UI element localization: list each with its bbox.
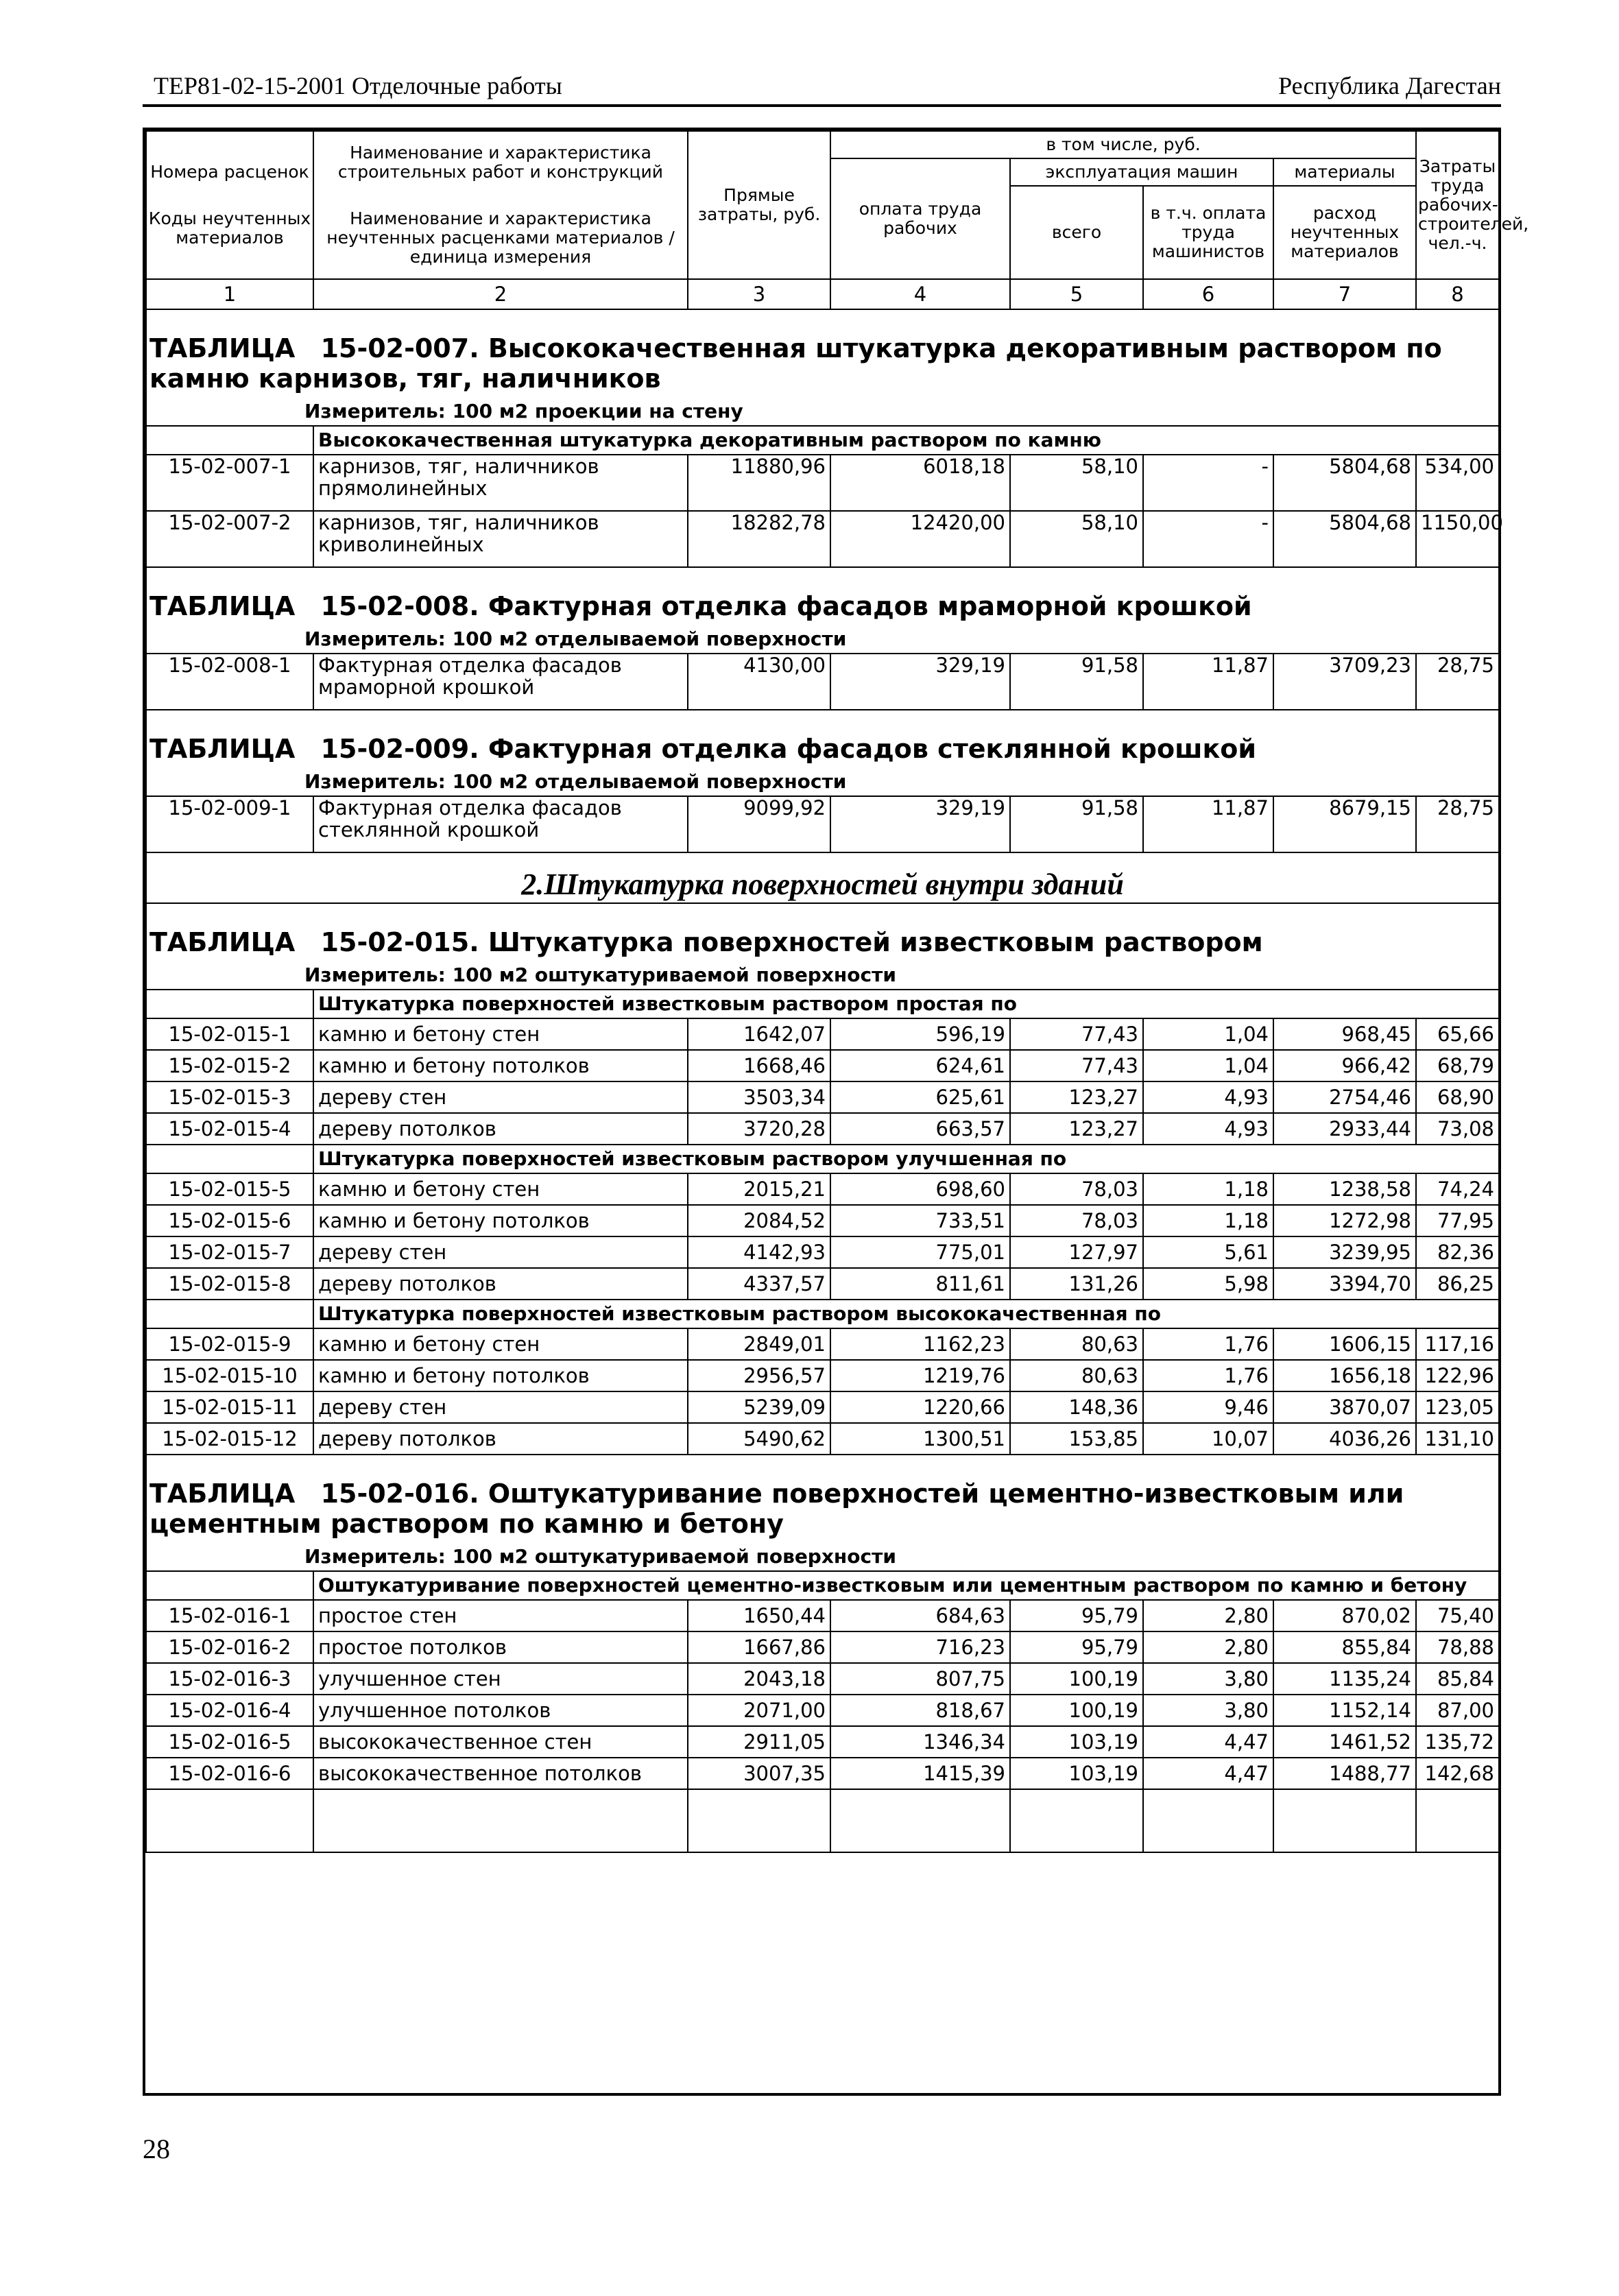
- machinist-pay: 11,87: [1143, 654, 1273, 710]
- col4-head: оплата труда рабочих: [830, 158, 1010, 279]
- price-table: [145, 130, 1529, 1853]
- col-number: 3: [688, 279, 830, 309]
- materials-cost: 1656,18: [1273, 1360, 1416, 1391]
- materials-cost: 5804,68: [1273, 511, 1416, 567]
- labor-pay: 596,19: [830, 1018, 1010, 1050]
- work-name: дереву потолков: [313, 1113, 688, 1145]
- materials-cost: 2933,44: [1273, 1113, 1416, 1145]
- empty-cell: [1273, 1789, 1416, 1852]
- table-number: 15-02-015.: [320, 927, 479, 957]
- machine-total: 127,97: [1010, 1236, 1143, 1268]
- labor-pay: 329,19: [830, 654, 1010, 710]
- empty-cell: [830, 1789, 1010, 1852]
- work-name: улучшенное стен: [313, 1663, 688, 1695]
- machine-total: 100,19: [1010, 1663, 1143, 1695]
- labor-pay: 1220,66: [830, 1391, 1010, 1423]
- direct-cost: 18282,78: [688, 511, 830, 567]
- machinist-pay: 2,80: [1143, 1631, 1273, 1663]
- labor-hours: 28,75: [1416, 796, 1499, 852]
- table-row: [146, 1050, 1499, 1081]
- col8-head: Затраты труда рабочих-строителей, чел.-ч.: [1416, 131, 1499, 279]
- measure-text: Измеритель: 100 м2 оштукатуриваемой поверхности: [146, 961, 1499, 990]
- col5-head: всего: [1010, 186, 1143, 279]
- labor-hours: 77,95: [1416, 1205, 1499, 1236]
- labor-hours: 135,72: [1416, 1726, 1499, 1758]
- table-row: [146, 1268, 1499, 1300]
- machine-total: 131,26: [1010, 1268, 1143, 1300]
- empty-cell: [313, 1789, 688, 1852]
- labor-hours: 68,90: [1416, 1081, 1499, 1113]
- work-name: камню и бетону потолков: [313, 1205, 688, 1236]
- table-number: 15-02-009.: [320, 734, 479, 764]
- rate-code: 15-02-015-6: [146, 1205, 313, 1236]
- rate-code: 15-02-007-2: [146, 511, 313, 567]
- machine-total: 123,27: [1010, 1113, 1143, 1145]
- labor-pay: 624,61: [830, 1050, 1010, 1081]
- page-number: 28: [143, 2133, 170, 2164]
- table-title-text: Высококачественная штукатурка декоративным раствором по камню карнизов, тяг, наличников: [149, 333, 1442, 394]
- subheader-row: [146, 1145, 1499, 1173]
- labor-pay: 807,75: [830, 1663, 1010, 1695]
- table-row: [146, 511, 1499, 567]
- machine-total: 148,36: [1010, 1391, 1143, 1423]
- page-header: [143, 69, 1501, 107]
- labor-pay: 663,57: [830, 1113, 1010, 1145]
- machine-total: 100,19: [1010, 1695, 1143, 1726]
- incl-head: в том числе, руб.: [830, 131, 1416, 158]
- labor-hours: 86,25: [1416, 1268, 1499, 1300]
- column-number-row: [146, 279, 1499, 309]
- direct-cost: 2043,18: [688, 1663, 830, 1695]
- work-name: дереву потолков: [313, 1423, 688, 1455]
- col6-head: в т.ч. оплата труда машинистов: [1143, 186, 1273, 279]
- empty-row: [146, 1789, 1499, 1852]
- machine-total: 91,58: [1010, 796, 1143, 852]
- col2-head-a: Наименование и характеристика строительных работ и конструкций: [337, 143, 664, 182]
- machinist-pay: 4,93: [1143, 1081, 1273, 1113]
- machine-total: 78,03: [1010, 1205, 1143, 1236]
- machine-total: 58,10: [1010, 511, 1143, 567]
- materials-cost: 3870,07: [1273, 1391, 1416, 1423]
- empty-cell: [146, 1789, 313, 1852]
- materials-cost: 855,84: [1273, 1631, 1416, 1663]
- labor-pay: 684,63: [830, 1600, 1010, 1631]
- direct-cost: 4337,57: [688, 1268, 830, 1300]
- labor-hours: 73,08: [1416, 1113, 1499, 1145]
- machine-total: 77,43: [1010, 1050, 1143, 1081]
- work-name: простое стен: [313, 1600, 688, 1631]
- empty-cell: [1010, 1789, 1143, 1852]
- table-row: [146, 1173, 1499, 1205]
- direct-cost: 3503,34: [688, 1081, 830, 1113]
- labor-hours: 534,00: [1416, 455, 1499, 511]
- table-row: [146, 1600, 1499, 1631]
- rate-code: 15-02-015-10: [146, 1360, 313, 1391]
- table-row: [146, 1018, 1499, 1050]
- rate-code: 15-02-016-5: [146, 1726, 313, 1758]
- table-title-text: Оштукатуривание поверхностей цементно-известковым или цементным раствором по камню и бетону: [149, 1479, 1404, 1539]
- rate-code: 15-02-009-1: [146, 796, 313, 852]
- materials-cost: 8679,15: [1273, 796, 1416, 852]
- machinist-pay: 1,76: [1143, 1360, 1273, 1391]
- table-title-row: [146, 309, 1499, 398]
- materials-cost: 5804,68: [1273, 455, 1416, 511]
- work-name: Фактурная отделка фасадов стеклянной крошкой: [313, 796, 688, 852]
- labor-hours: 75,40: [1416, 1600, 1499, 1631]
- col1-head-a: Номера расценок: [150, 162, 309, 182]
- labor-pay: 1300,51: [830, 1423, 1010, 1455]
- direct-cost: 5239,09: [688, 1391, 830, 1423]
- materials-cost: 3239,95: [1273, 1236, 1416, 1268]
- labor-hours: 78,88: [1416, 1631, 1499, 1663]
- direct-cost: 1642,07: [688, 1018, 830, 1050]
- header-left: ТЕР81-02-15-2001 Отделочные работы: [154, 72, 562, 99]
- direct-cost: 2071,00: [688, 1695, 830, 1726]
- direct-cost: 2911,05: [688, 1726, 830, 1758]
- materials-cost: 1488,77: [1273, 1758, 1416, 1789]
- measure-text: Измеритель: 100 м2 проекции на стену: [146, 398, 1499, 426]
- subheader-text: Штукатурка поверхностей известковым раствором улучшенная по: [313, 1145, 1499, 1173]
- col-number: 8: [1416, 279, 1499, 309]
- labor-pay: 698,60: [830, 1173, 1010, 1205]
- table-title-row: [146, 903, 1499, 961]
- labor-hours: 74,24: [1416, 1173, 1499, 1205]
- labor-hours: 131,10: [1416, 1423, 1499, 1455]
- machinist-pay: 4,47: [1143, 1758, 1273, 1789]
- machine-total: 153,85: [1010, 1423, 1143, 1455]
- work-name: камню и бетону стен: [313, 1018, 688, 1050]
- table-row: [146, 654, 1499, 710]
- col-number: 4: [830, 279, 1010, 309]
- subheader-code-cell: [146, 1145, 313, 1173]
- measure-row: [146, 768, 1499, 796]
- rate-code: 15-02-016-3: [146, 1663, 313, 1695]
- direct-cost: 1667,86: [688, 1631, 830, 1663]
- table-title: [146, 567, 1499, 625]
- labor-pay: 733,51: [830, 1205, 1010, 1236]
- work-name: камню и бетону потолков: [313, 1050, 688, 1081]
- materials-cost: 1152,14: [1273, 1695, 1416, 1726]
- labor-pay: 818,67: [830, 1695, 1010, 1726]
- direct-cost: 11880,96: [688, 455, 830, 511]
- rate-code: 15-02-016-6: [146, 1758, 313, 1789]
- work-name: Фактурная отделка фасадов мраморной крошкой: [313, 654, 688, 710]
- subheader-code-cell: [146, 1571, 313, 1600]
- labor-hours: 123,05: [1416, 1391, 1499, 1423]
- rate-code: 15-02-008-1: [146, 654, 313, 710]
- subheader-row: [146, 1300, 1499, 1328]
- labor-hours: 65,66: [1416, 1018, 1499, 1050]
- table-number: 15-02-016.: [320, 1479, 479, 1509]
- machinist-pay: 1,18: [1143, 1205, 1273, 1236]
- subheader-text: Штукатурка поверхностей известковым раствором простая по: [313, 990, 1499, 1018]
- measure-row: [146, 961, 1499, 990]
- col-number: 6: [1143, 279, 1273, 309]
- subheader-code-cell: [146, 426, 313, 455]
- table-row: [146, 1726, 1499, 1758]
- subheader-code-cell: [146, 990, 313, 1018]
- subheader-text: Высококачественная штукатурка декоративным раствором по камню: [313, 426, 1499, 455]
- direct-cost: 4142,93: [688, 1236, 830, 1268]
- materials-cost: 2754,46: [1273, 1081, 1416, 1113]
- work-name: дереву стен: [313, 1391, 688, 1423]
- machinist-pay: 1,04: [1143, 1018, 1273, 1050]
- table-title: [146, 309, 1499, 398]
- table-label: ТАБЛИЦА: [149, 1479, 296, 1509]
- machinist-pay: 1,76: [1143, 1328, 1273, 1360]
- machinist-pay: 4,47: [1143, 1726, 1273, 1758]
- table-row: [146, 1236, 1499, 1268]
- work-name: карнизов, тяг, наличников криволинейных: [313, 511, 688, 567]
- col3-head: Прямые затраты, руб.: [688, 131, 830, 279]
- labor-pay: 811,61: [830, 1268, 1010, 1300]
- machinist-pay: 1,04: [1143, 1050, 1273, 1081]
- table-title-row: [146, 1455, 1499, 1543]
- subheader-code-cell: [146, 1300, 313, 1328]
- direct-cost: 2015,21: [688, 1173, 830, 1205]
- table-row: [146, 1113, 1499, 1145]
- labor-pay: 1162,23: [830, 1328, 1010, 1360]
- labor-hours: 117,16: [1416, 1328, 1499, 1360]
- table-title-row: [146, 710, 1499, 768]
- col-number: 1: [146, 279, 313, 309]
- work-name: камню и бетону потолков: [313, 1360, 688, 1391]
- machine-total: 80,63: [1010, 1360, 1143, 1391]
- empty-cell: [1416, 1789, 1499, 1852]
- table-row: [146, 1328, 1499, 1360]
- subheader-row: [146, 990, 1499, 1018]
- machine-total: 95,79: [1010, 1600, 1143, 1631]
- measure-text: Измеритель: 100 м2 отделываемой поверхности: [146, 625, 1499, 654]
- measure-text: Измеритель: 100 м2 отделываемой поверхности: [146, 768, 1499, 796]
- materials-cost: 1135,24: [1273, 1663, 1416, 1695]
- labor-pay: 716,23: [830, 1631, 1010, 1663]
- work-name: камню и бетону стен: [313, 1328, 688, 1360]
- rate-code: 15-02-015-2: [146, 1050, 313, 1081]
- machinist-pay: 1,18: [1143, 1173, 1273, 1205]
- work-name: карнизов, тяг, наличников прямолинейных: [313, 455, 688, 511]
- table-row: [146, 1360, 1499, 1391]
- section-row: [146, 852, 1499, 903]
- measure-text: Измеритель: 100 м2 оштукатуриваемой поверхности: [146, 1543, 1499, 1571]
- rate-code: 15-02-015-1: [146, 1018, 313, 1050]
- rate-code: 15-02-015-12: [146, 1423, 313, 1455]
- rate-code: 15-02-016-4: [146, 1695, 313, 1726]
- header-right: Республика Дагестан: [1278, 72, 1501, 99]
- table-title: [146, 1455, 1499, 1543]
- work-name: улучшенное потолков: [313, 1695, 688, 1726]
- rate-code: 15-02-015-8: [146, 1268, 313, 1300]
- measure-row: [146, 625, 1499, 654]
- machine-total: 91,58: [1010, 654, 1143, 710]
- work-name: дереву потолков: [313, 1268, 688, 1300]
- materials-cost: 4036,26: [1273, 1423, 1416, 1455]
- work-name: высококачественное потолков: [313, 1758, 688, 1789]
- table-row: [146, 1391, 1499, 1423]
- empty-cell: [688, 1789, 830, 1852]
- subheader-row: [146, 1571, 1499, 1600]
- table-row: [146, 1758, 1499, 1789]
- rate-code: 15-02-015-11: [146, 1391, 313, 1423]
- labor-pay: 12420,00: [830, 511, 1010, 567]
- table-row: [146, 455, 1499, 511]
- direct-cost: 3720,28: [688, 1113, 830, 1145]
- table-row: [146, 796, 1499, 852]
- materials-cost: 1272,98: [1273, 1205, 1416, 1236]
- direct-cost: 2849,01: [688, 1328, 830, 1360]
- col7-head: расход неучтенных материалов: [1273, 186, 1416, 279]
- table-title-text: Фактурная отделка фасадов мраморной крошкой: [488, 591, 1252, 621]
- labor-hours: 68,79: [1416, 1050, 1499, 1081]
- materials-cost: 3394,70: [1273, 1268, 1416, 1300]
- direct-cost: 1668,46: [688, 1050, 830, 1081]
- table-title-row: [146, 567, 1499, 625]
- labor-pay: 1415,39: [830, 1758, 1010, 1789]
- labor-hours: 122,96: [1416, 1360, 1499, 1391]
- materials-cost: 968,45: [1273, 1018, 1416, 1050]
- table-number: 15-02-008.: [320, 591, 479, 621]
- table-row: [146, 1663, 1499, 1695]
- rate-code: 15-02-015-9: [146, 1328, 313, 1360]
- machine-total: 103,19: [1010, 1726, 1143, 1758]
- work-name: простое потолков: [313, 1631, 688, 1663]
- labor-hours: 1150,00: [1416, 511, 1499, 567]
- machine-total: 123,27: [1010, 1081, 1143, 1113]
- machinist-pay: 5,61: [1143, 1236, 1273, 1268]
- subheader-text: Оштукатуривание поверхностей цементно-известковым или цементным раствором по камню и бетону: [313, 1571, 1499, 1600]
- labor-pay: 6018,18: [830, 455, 1010, 511]
- measure-row: [146, 1543, 1499, 1571]
- machinist-pay: 11,87: [1143, 796, 1273, 852]
- machine-total: 58,10: [1010, 455, 1143, 511]
- table-label: ТАБЛИЦА: [149, 734, 296, 764]
- materials-cost: 1461,52: [1273, 1726, 1416, 1758]
- labor-hours: 82,36: [1416, 1236, 1499, 1268]
- labor-pay: 329,19: [830, 796, 1010, 852]
- machinist-pay: 4,93: [1143, 1113, 1273, 1145]
- labor-hours: 28,75: [1416, 654, 1499, 710]
- labor-pay: 775,01: [830, 1236, 1010, 1268]
- rate-code: 15-02-015-3: [146, 1081, 313, 1113]
- direct-cost: 2084,52: [688, 1205, 830, 1236]
- rate-code: 15-02-015-7: [146, 1236, 313, 1268]
- machinist-pay: -: [1143, 455, 1273, 511]
- rate-code: 15-02-016-1: [146, 1600, 313, 1631]
- col2-head: [313, 131, 688, 279]
- labor-hours: 87,00: [1416, 1695, 1499, 1726]
- labor-pay: 1346,34: [830, 1726, 1010, 1758]
- subheader-text: Штукатурка поверхностей известковым раствором высококачественная по: [313, 1300, 1499, 1328]
- section-title: 2.Штукатурка поверхностей внутри зданий: [146, 852, 1499, 903]
- table-title-text: Фактурная отделка фасадов стеклянной крошкой: [488, 734, 1256, 764]
- column-header-row: [146, 131, 1499, 158]
- table-row: [146, 1081, 1499, 1113]
- col1-head: [146, 131, 313, 279]
- table-label: ТАБЛИЦА: [149, 591, 296, 621]
- direct-cost: 9099,92: [688, 796, 830, 852]
- rate-code: 15-02-015-4: [146, 1113, 313, 1145]
- rate-code: 15-02-007-1: [146, 455, 313, 511]
- table-row: [146, 1631, 1499, 1663]
- machine-total: 95,79: [1010, 1631, 1143, 1663]
- col-number: 2: [313, 279, 688, 309]
- col1-head-b: Коды неучтенных материалов: [148, 208, 311, 248]
- machinist-pay: 2,80: [1143, 1600, 1273, 1631]
- work-name: дереву стен: [313, 1236, 688, 1268]
- direct-cost: 3007,35: [688, 1758, 830, 1789]
- table-title-text: Штукатурка поверхностей известковым раствором: [488, 927, 1263, 957]
- table-label: ТАБЛИЦА: [149, 333, 296, 363]
- table-number: 15-02-007.: [320, 333, 479, 363]
- machine-total: 78,03: [1010, 1173, 1143, 1205]
- mat-head: материалы: [1273, 158, 1416, 186]
- mach-head: эксплуатация машин: [1010, 158, 1273, 186]
- materials-cost: 3709,23: [1273, 654, 1416, 710]
- work-name: дереву стен: [313, 1081, 688, 1113]
- direct-cost: 1650,44: [688, 1600, 830, 1631]
- main-frame: [143, 128, 1529, 2096]
- machinist-pay: 10,07: [1143, 1423, 1273, 1455]
- machinist-pay: 5,98: [1143, 1268, 1273, 1300]
- work-name: камню и бетону стен: [313, 1173, 688, 1205]
- rate-code: 15-02-016-2: [146, 1631, 313, 1663]
- machinist-pay: 3,80: [1143, 1663, 1273, 1695]
- materials-cost: 966,42: [1273, 1050, 1416, 1081]
- table-title: [146, 710, 1499, 768]
- labor-hours: 85,84: [1416, 1663, 1499, 1695]
- direct-cost: 4130,00: [688, 654, 830, 710]
- labor-pay: 625,61: [830, 1081, 1010, 1113]
- col-number: 5: [1010, 279, 1143, 309]
- machinist-pay: 9,46: [1143, 1391, 1273, 1423]
- machine-total: 80,63: [1010, 1328, 1143, 1360]
- machinist-pay: -: [1143, 511, 1273, 567]
- materials-cost: 870,02: [1273, 1600, 1416, 1631]
- table-row: [146, 1423, 1499, 1455]
- machine-total: 103,19: [1010, 1758, 1143, 1789]
- work-name: высококачественное стен: [313, 1726, 688, 1758]
- subheader-row: [146, 426, 1499, 455]
- table-title: [146, 903, 1499, 961]
- materials-cost: 1606,15: [1273, 1328, 1416, 1360]
- materials-cost: 1238,58: [1273, 1173, 1416, 1205]
- machine-total: 77,43: [1010, 1018, 1143, 1050]
- direct-cost: 5490,62: [688, 1423, 830, 1455]
- machinist-pay: 3,80: [1143, 1695, 1273, 1726]
- col-number: 7: [1273, 279, 1416, 309]
- direct-cost: 2956,57: [688, 1360, 830, 1391]
- empty-cell: [1143, 1789, 1273, 1852]
- table-row: [146, 1205, 1499, 1236]
- table-row: [146, 1695, 1499, 1726]
- table-label: ТАБЛИЦА: [149, 927, 296, 957]
- labor-hours: 142,68: [1416, 1758, 1499, 1789]
- measure-row: [146, 398, 1499, 426]
- labor-pay: 1219,76: [830, 1360, 1010, 1391]
- rate-code: 15-02-015-5: [146, 1173, 313, 1205]
- col2-head-b: Наименование и характеристика неучтенных расценками материалов / единица измерения: [326, 208, 675, 267]
